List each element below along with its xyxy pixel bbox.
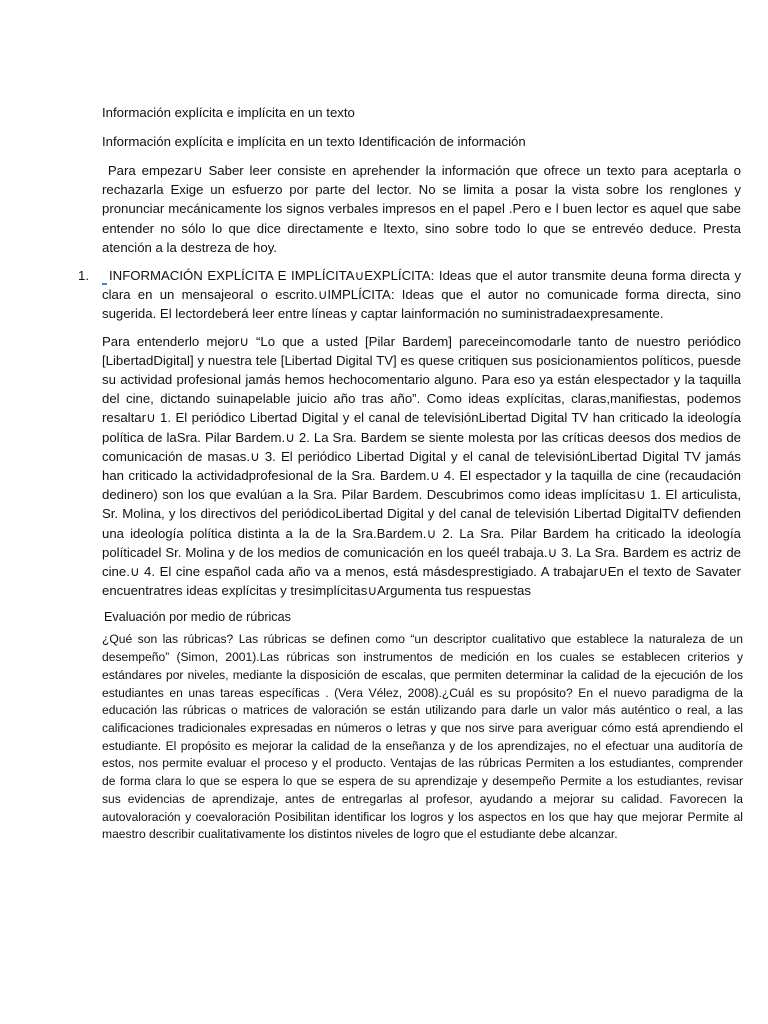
text-cursor-mark — [102, 283, 107, 285]
numbered-list-item — [78, 266, 741, 324]
list-item-text — [102, 266, 741, 324]
intro-paragraph-text: Para empezar∪ Saber leer consiste en aprehender la información que ofrece un texto para aceptarla o rechazarla Exige un esfuerzo por parte del lector. No se limita a posar la vista sobre los renglones y pronunciar mecánicamente los signos verbales impresos en el papel .Pero e l buen lector es aquel que sabe entender no sólo lo que dice directamente e ltexto, sino sobre todo lo que se entrevéo deduce. Presta atención a la destreza de hoy. — [102, 163, 741, 255]
list-number: 1. — [78, 268, 89, 284]
list-item-content: INFORMACIÓN EXPLÍCITA E IMPLÍCITA∪EXPLÍCITA: Ideas que el autor transmite deuna forma directa y clara en un mensajeoral o escrito.∪IMPLÍCITA: Ideas que el autor no comunicade forma directa, sino sugerida. El lectordeberá leer entre líneas y captar lainformación no suministradaexpresamente. — [102, 268, 741, 322]
body-paragraph: Para entenderlo mejor∪ “Lo que a usted [Pilar Bardem] pareceincomodarle tanto de nuestro periódico [LibertadDigital] y nuestra tele [Libertad Digital TV] es quese critiquen sus posicionamientos políticos, puesde su actividad profesional jamás hemos hechocomentario alguno. Para eso ya están elespectador y la taquilla del cine, dictando suinapelable juicio año tras año”. Como ideas explícitas, claras,manifiestas, podemos resaltar∪ 1. El periódico Libertad Digital y el canal de televisiónLibertad Digital TV han criticado la ideología política de laSra. Pilar Bardem.∪ 2. La Sra. Bardem se siente molesta por las críticas deesos dos medios de comunicación de masas.∪ 3. El periódico Libertad Digital y el canal de televisiónLibertad Digital TV jamás han criticado la actividadprofesional de la Sra. Bardem.∪ 4. El espectador y la taquilla de cine (recaudación dedinero) son los que evalúan a la Sra. Pilar Bardem. Descubrimos como ideas implícitas∪ 1. El articulista, Sr. Molina, y los directivos del periódicoLibertad Digital y del canal de televisión Libertad DigitalTV defienden una ideología política distinta a la de la Sra.Bardem.∪ 2. La Sra. Pilar Bardem ha criticado la ideología políticadel Sr. Molina y de los medios de comunicación en los queél trabaja.∪ 3. La Sra. Bardem es actriz de cine.∪ 4. El cine español cada año va a menos, está másdesprestigiado. A trabajar∪En el texto de Savater encuentratres ideas explícitas y tresimplícitas∪Argumenta tus respuestas — [102, 333, 741, 599]
rubricas-paragraph: ¿Qué son las rúbricas? Las rúbricas se definen como “un descriptor cualitativo que establece la naturaleza de un desempeño” (Simon, 2001).Las rúbricas son instrumentos de medición en los cuales se establecen criterios y estándares por niveles, mediante la disposición de escalas, que permiten determinar la calidad de la ejecución de los estudiantes en unas tareas específicas . (Vera Vélez, 2008).¿Cuál es su propósito? En el nuevo paradigma de la educación las rúbricas o matrices de valoración se están utilizando para darle un valor más auténtico o real, a las calificaciones tradicionales expresadas en números o letras y que nos sirve para averiguar cómo está aprendiendo el estudiante. El propósito es mejorar la calidad de la enseñanza y de los aprendizajes, no el efectuar una auditoría de estos, nos permite evaluar el proceso y el producto. Ventajas de las rúbricas Permiten a los estudiantes, comprender de forma clara lo que se espera lo que se espera de su aprendizaje y desempeño Permite a los estudiantes, revisar sus evidencias de aprendizaje, antes de entregarlas al profesor, ayudando a mejorar su calidad. Favorecen la autovaloración y coevaloración Posibilitan identificar los logros y los aspectos en los que hay que mejorar Permite al maestro describir cualitativamente los distintos niveles de logro que el estudiante debe alcanzar. — [102, 632, 743, 842]
section-heading: Evaluación por medio de rúbricas — [104, 610, 291, 625]
document-title: Información explícita e implícita en un texto — [102, 105, 355, 120]
document-subtitle: Información explícita e implícita en un texto Identificación de información — [102, 134, 526, 149]
intro-paragraph — [102, 161, 741, 257]
document-content — [78, 103, 743, 844]
